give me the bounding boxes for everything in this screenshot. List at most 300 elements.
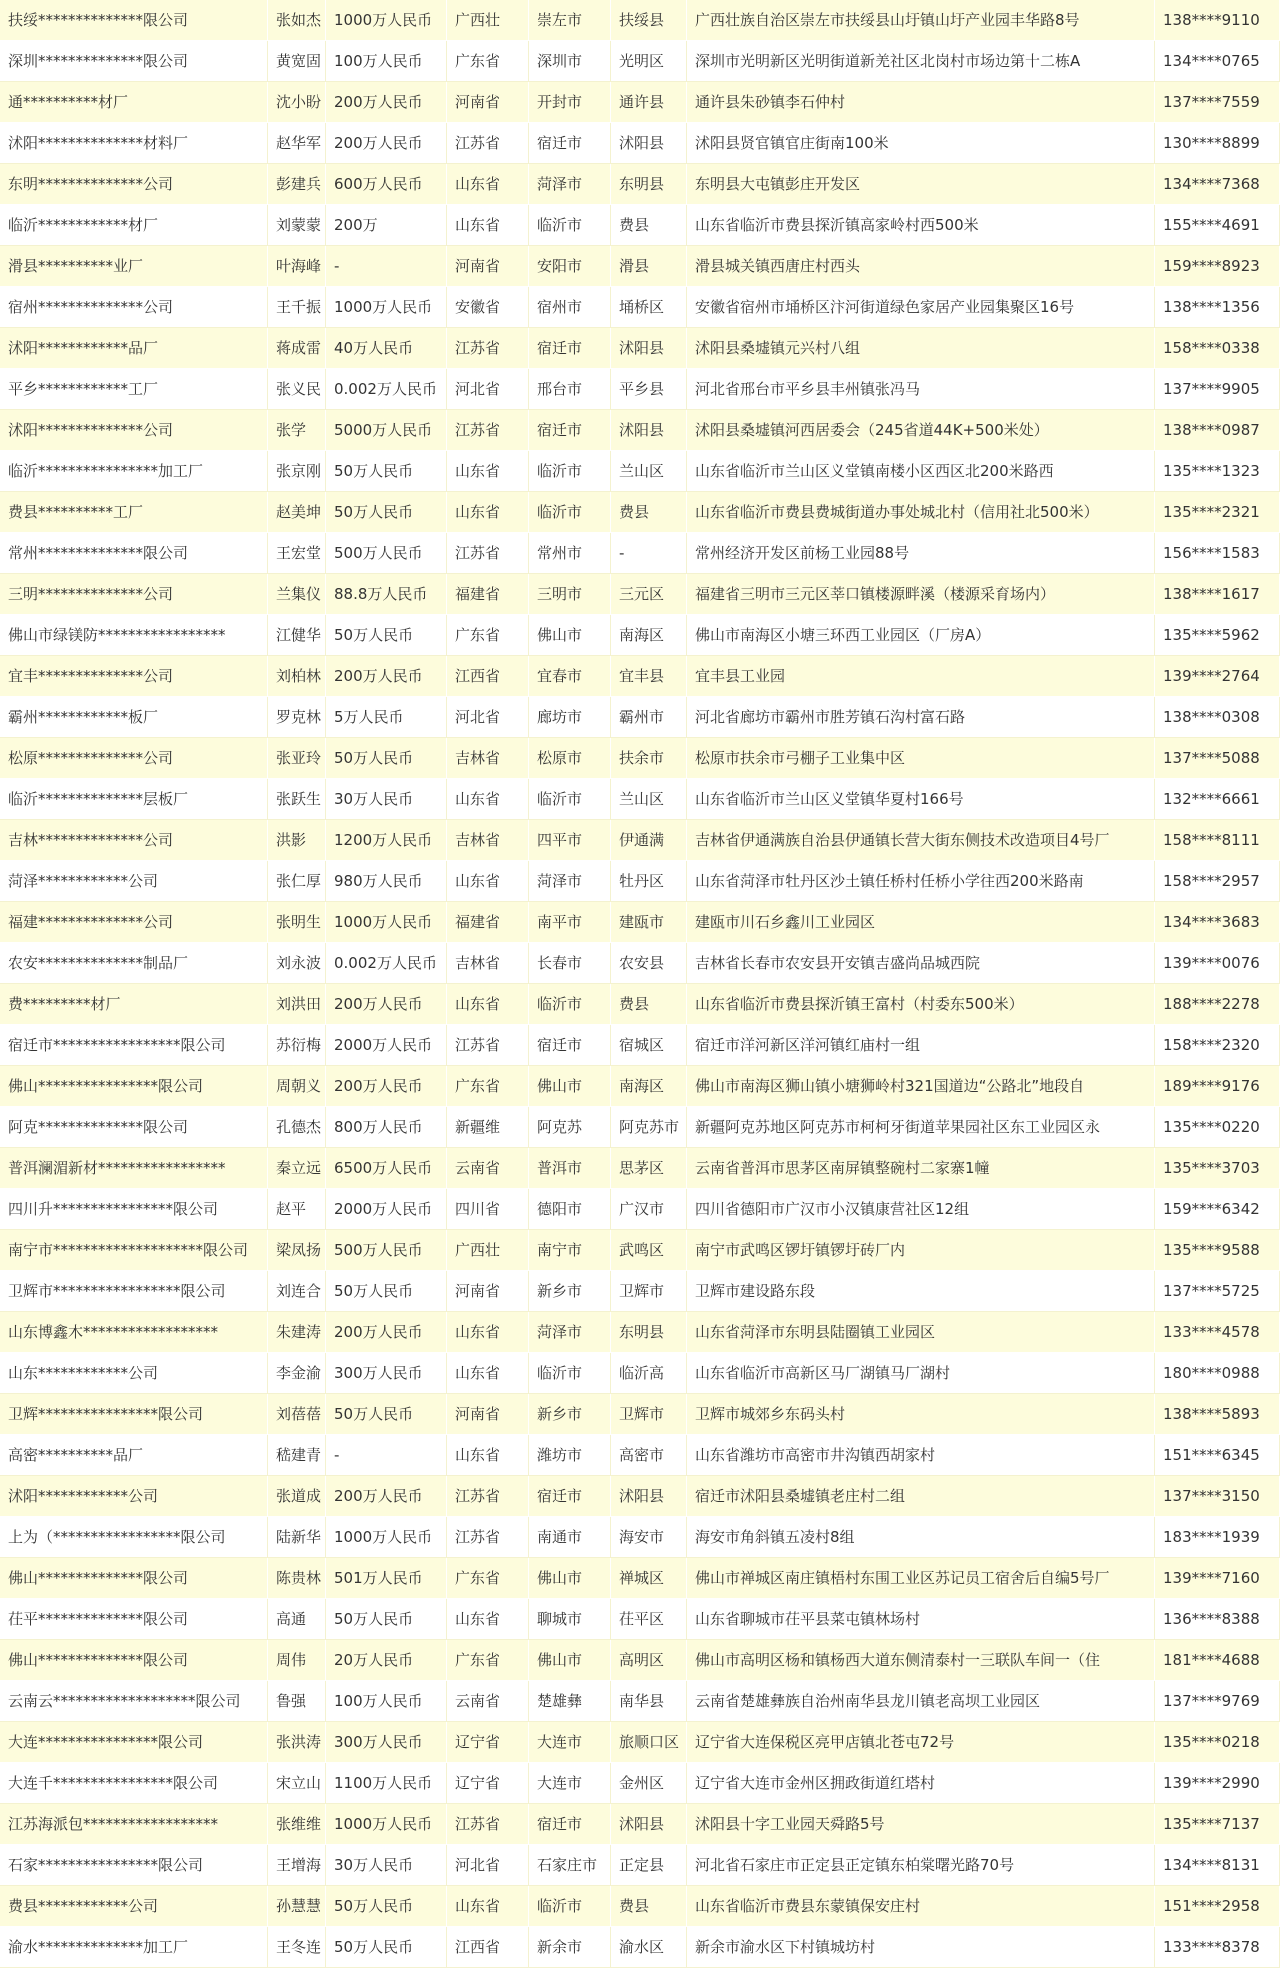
contact-name-cell: 赵平	[268, 1189, 326, 1230]
district-cell: 渝水区	[611, 1927, 687, 1968]
company-name-cell: 滑县**********业厂	[0, 246, 268, 287]
phone-cell: 133****8378	[1155, 1927, 1280, 1968]
contact-name-cell: 蒋成雷	[268, 328, 326, 369]
address-cell: 吉林省伊通满族自治县伊通镇长营大街东侧技术改造项目4号厂	[687, 820, 1155, 861]
table-row	[0, 1353, 1280, 1394]
address-cell: 宿迁市洋河新区洋河镇红庙村一组	[687, 1025, 1155, 1066]
company-name-cell: 南宁市********************限公司	[0, 1230, 268, 1271]
province-cell: 江苏省	[447, 1476, 529, 1517]
address-cell: 山东省临沂市兰山区义堂镇南楼小区西区北200米路西	[687, 451, 1155, 492]
contact-name-cell: 张维维	[268, 1804, 326, 1845]
address-cell: 云南省普洱市思茅区南屏镇整碗村二家寨1幢	[687, 1148, 1155, 1189]
district-cell: 沭阳县	[611, 1476, 687, 1517]
contact-name-cell: 赵美坤	[268, 492, 326, 533]
registered-capital-cell: 980万人民币	[326, 861, 447, 902]
table-row	[0, 615, 1280, 656]
phone-cell: 135****3703	[1155, 1148, 1280, 1189]
registered-capital-cell: 6500万人民币	[326, 1148, 447, 1189]
district-cell: 伊通满	[611, 820, 687, 861]
phone-cell: 135****9588	[1155, 1230, 1280, 1271]
city-cell: 大连市	[529, 1763, 611, 1804]
phone-cell: 156****1583	[1155, 533, 1280, 574]
contact-name-cell: 张如杰	[268, 0, 326, 41]
company-name-cell: 佛山****************限公司	[0, 1066, 268, 1107]
contact-name-cell: 周伟	[268, 1640, 326, 1681]
contact-name-cell: 张洪涛	[268, 1722, 326, 1763]
registered-capital-cell: 50万人民币	[326, 492, 447, 533]
address-cell: 通许县朱砂镇李石仲村	[687, 82, 1155, 123]
contact-name-cell: 周朝义	[268, 1066, 326, 1107]
province-cell: 江苏省	[447, 328, 529, 369]
address-cell: 吉林省长春市农安县开安镇吉盛尚品城西院	[687, 943, 1155, 984]
registered-capital-cell: 1000万人民币	[326, 1517, 447, 1558]
registered-capital-cell: 200万人民币	[326, 1312, 447, 1353]
contact-name-cell: 梁凤扬	[268, 1230, 326, 1271]
address-cell: 宿迁市沭阳县桑墟镇老庄村二组	[687, 1476, 1155, 1517]
table-row	[0, 1230, 1280, 1271]
company-name-cell: 临沂************材厂	[0, 205, 268, 246]
company-name-cell: 卫辉****************限公司	[0, 1394, 268, 1435]
contact-name-cell: 张京刚	[268, 451, 326, 492]
district-cell: 扶绥县	[611, 0, 687, 41]
phone-cell: 135****0218	[1155, 1722, 1280, 1763]
registered-capital-cell: 0.002万人民币	[326, 943, 447, 984]
contact-name-cell: 张亚玲	[268, 738, 326, 779]
table-row	[0, 1025, 1280, 1066]
company-name-cell: 常州**************限公司	[0, 533, 268, 574]
table-row	[0, 1476, 1280, 1517]
address-cell: 山东省临沂市兰山区义堂镇华夏村166号	[687, 779, 1155, 820]
table-row	[0, 164, 1280, 205]
table-row	[0, 1066, 1280, 1107]
registered-capital-cell: 200万人民币	[326, 656, 447, 697]
registered-capital-cell: 200万人民币	[326, 1476, 447, 1517]
registered-capital-cell: 50万人民币	[326, 1271, 447, 1312]
registered-capital-cell: 1000万人民币	[326, 1804, 447, 1845]
city-cell: 阿克苏	[529, 1107, 611, 1148]
district-cell: 南海区	[611, 1066, 687, 1107]
province-cell: 福建省	[447, 574, 529, 615]
city-cell: 临沂市	[529, 1353, 611, 1394]
province-cell: 广西壮	[447, 0, 529, 41]
company-name-cell: 扶绥**************限公司	[0, 0, 268, 41]
address-cell: 广西壮族自治区崇左市扶绥县山圩镇山圩产业园丰华路8号	[687, 0, 1155, 41]
district-cell: 茌平区	[611, 1599, 687, 1640]
table-row	[0, 1640, 1280, 1681]
phone-cell: 136****8388	[1155, 1599, 1280, 1640]
district-cell: 沭阳县	[611, 123, 687, 164]
registered-capital-cell: -	[326, 246, 447, 287]
district-cell: 沭阳县	[611, 328, 687, 369]
district-cell: 卫辉市	[611, 1394, 687, 1435]
district-cell: 南华县	[611, 1681, 687, 1722]
address-cell: 河北省廊坊市霸州市胜芳镇石沟村富石路	[687, 697, 1155, 738]
province-cell: 广东省	[447, 1640, 529, 1681]
table-row	[0, 656, 1280, 697]
company-name-cell: 云南云*******************限公司	[0, 1681, 268, 1722]
district-cell: -	[611, 533, 687, 574]
contact-name-cell: 苏衍梅	[268, 1025, 326, 1066]
table-row	[0, 1394, 1280, 1435]
address-cell: 山东省临沂市费县东蒙镇保安庄村	[687, 1886, 1155, 1927]
province-cell: 吉林省	[447, 943, 529, 984]
district-cell: 正定县	[611, 1845, 687, 1886]
phone-cell: 138****9110	[1155, 0, 1280, 41]
phone-cell: 132****6661	[1155, 779, 1280, 820]
table-row	[0, 861, 1280, 902]
phone-cell: 135****2321	[1155, 492, 1280, 533]
registered-capital-cell: 500万人民币	[326, 1230, 447, 1271]
city-cell: 新乡市	[529, 1394, 611, 1435]
contact-name-cell: 张学	[268, 410, 326, 451]
district-cell: 广汉市	[611, 1189, 687, 1230]
province-cell: 江苏省	[447, 1804, 529, 1845]
contact-name-cell: 张跃生	[268, 779, 326, 820]
district-cell: 思茅区	[611, 1148, 687, 1189]
contact-name-cell: 罗克林	[268, 697, 326, 738]
city-cell: 佛山市	[529, 615, 611, 656]
district-cell: 扶余市	[611, 738, 687, 779]
province-cell: 新疆维	[447, 1107, 529, 1148]
contact-name-cell: 刘洪田	[268, 984, 326, 1025]
address-cell: 南宁市武鸣区锣圩镇锣圩砖厂内	[687, 1230, 1155, 1271]
province-cell: 山东省	[447, 1886, 529, 1927]
province-cell: 山东省	[447, 205, 529, 246]
phone-cell: 135****1323	[1155, 451, 1280, 492]
province-cell: 河南省	[447, 246, 529, 287]
address-cell: 山东省菏泽市牡丹区沙土镇任桥村任桥小学往西200米路南	[687, 861, 1155, 902]
company-name-cell: 佛山**************限公司	[0, 1558, 268, 1599]
company-name-cell: 费*********材厂	[0, 984, 268, 1025]
district-cell: 平乡县	[611, 369, 687, 410]
province-cell: 广东省	[447, 41, 529, 82]
registered-capital-cell: 2000万人民币	[326, 1025, 447, 1066]
table-row	[0, 779, 1280, 820]
phone-cell: 137****7559	[1155, 82, 1280, 123]
registered-capital-cell: 40万人民币	[326, 328, 447, 369]
registered-capital-cell: 88.8万人民币	[326, 574, 447, 615]
district-cell: 海安市	[611, 1517, 687, 1558]
company-name-cell: 临沂****************加工厂	[0, 451, 268, 492]
table-row	[0, 123, 1280, 164]
city-cell: 菏泽市	[529, 861, 611, 902]
table-row	[0, 410, 1280, 451]
contact-name-cell: 沈小盼	[268, 82, 326, 123]
company-name-cell: 大连****************限公司	[0, 1722, 268, 1763]
contact-name-cell: 刘连合	[268, 1271, 326, 1312]
company-name-cell: 普洱澜湄新材*****************	[0, 1148, 268, 1189]
province-cell: 广东省	[447, 1558, 529, 1599]
contact-name-cell: 叶海峰	[268, 246, 326, 287]
company-name-cell: 渝水**************加工厂	[0, 1927, 268, 1968]
city-cell: 常州市	[529, 533, 611, 574]
city-cell: 宿迁市	[529, 123, 611, 164]
province-cell: 江苏省	[447, 1517, 529, 1558]
company-name-cell: 高密**********品厂	[0, 1435, 268, 1476]
contact-name-cell: 孙慧慧	[268, 1886, 326, 1927]
company-name-cell: 松原**************公司	[0, 738, 268, 779]
table-row	[0, 451, 1280, 492]
company-name-cell: 山东博鑫木******************	[0, 1312, 268, 1353]
contact-name-cell: 江健华	[268, 615, 326, 656]
registered-capital-cell: 5万人民币	[326, 697, 447, 738]
province-cell: 山东省	[447, 1353, 529, 1394]
province-cell: 河南省	[447, 1271, 529, 1312]
company-name-cell: 深圳**************限公司	[0, 41, 268, 82]
district-cell: 霸州市	[611, 697, 687, 738]
company-name-cell: 茌平**************限公司	[0, 1599, 268, 1640]
table-row	[0, 574, 1280, 615]
city-cell: 南平市	[529, 902, 611, 943]
phone-cell: 134****0765	[1155, 41, 1280, 82]
registered-capital-cell: 500万人民币	[326, 533, 447, 574]
company-name-cell: 临沂**************层板厂	[0, 779, 268, 820]
address-cell: 新余市渝水区下村镇城坊村	[687, 1927, 1155, 1968]
address-cell: 山东省聊城市茌平县菜屯镇林场村	[687, 1599, 1155, 1640]
city-cell: 新乡市	[529, 1271, 611, 1312]
registered-capital-cell: 200万人民币	[326, 1066, 447, 1107]
registered-capital-cell: 1000万人民币	[326, 0, 447, 41]
city-cell: 佛山市	[529, 1558, 611, 1599]
province-cell: 河北省	[447, 369, 529, 410]
company-name-cell: 四川升****************限公司	[0, 1189, 268, 1230]
registered-capital-cell: 300万人民币	[326, 1353, 447, 1394]
city-cell: 宿迁市	[529, 410, 611, 451]
company-name-cell: 菏泽************公司	[0, 861, 268, 902]
contact-name-cell: 彭建兵	[268, 164, 326, 205]
contact-name-cell: 张明生	[268, 902, 326, 943]
phone-cell: 135****5962	[1155, 615, 1280, 656]
city-cell: 长春市	[529, 943, 611, 984]
registered-capital-cell: 2000万人民币	[326, 1189, 447, 1230]
registered-capital-cell: 30万人民币	[326, 1845, 447, 1886]
district-cell: 武鸣区	[611, 1230, 687, 1271]
registered-capital-cell: 0.002万人民币	[326, 369, 447, 410]
province-cell: 云南省	[447, 1681, 529, 1722]
phone-cell: 181****4688	[1155, 1640, 1280, 1681]
city-cell: 宜春市	[529, 656, 611, 697]
address-cell: 佛山市禅城区南庄镇梧村东围工业区苏记员工宿舍后自编5号厂	[687, 1558, 1155, 1599]
address-cell: 佛山市南海区狮山镇小塘狮岭村321国道边“公路北”地段自	[687, 1066, 1155, 1107]
province-cell: 河南省	[447, 1394, 529, 1435]
contact-name-cell: 陈贵林	[268, 1558, 326, 1599]
city-cell: 南通市	[529, 1517, 611, 1558]
contact-name-cell: 刘蒙蒙	[268, 205, 326, 246]
district-cell: 费县	[611, 1886, 687, 1927]
registered-capital-cell: 600万人民币	[326, 164, 447, 205]
district-cell: 宿城区	[611, 1025, 687, 1066]
table-row	[0, 984, 1280, 1025]
district-cell: 费县	[611, 984, 687, 1025]
phone-cell: 137****9769	[1155, 1681, 1280, 1722]
phone-cell: 138****0308	[1155, 697, 1280, 738]
city-cell: 开封市	[529, 82, 611, 123]
address-cell: 松原市扶余市弓棚子工业集中区	[687, 738, 1155, 779]
city-cell: 菏泽市	[529, 1312, 611, 1353]
district-cell: 宜丰县	[611, 656, 687, 697]
province-cell: 山东省	[447, 984, 529, 1025]
company-name-cell: 农安**************制品厂	[0, 943, 268, 984]
table-row	[0, 697, 1280, 738]
registered-capital-cell: 5000万人民币	[326, 410, 447, 451]
phone-cell: 134****7368	[1155, 164, 1280, 205]
table-row	[0, 287, 1280, 328]
district-cell: 东明县	[611, 164, 687, 205]
table-row	[0, 492, 1280, 533]
contact-name-cell: 陆新华	[268, 1517, 326, 1558]
city-cell: 临沂市	[529, 492, 611, 533]
contact-name-cell: 嵇建青	[268, 1435, 326, 1476]
phone-cell: 139****2990	[1155, 1763, 1280, 1804]
registered-capital-cell: -	[326, 1435, 447, 1476]
company-name-cell: 宿州**************公司	[0, 287, 268, 328]
city-cell: 楚雄彝	[529, 1681, 611, 1722]
address-cell: 山东省临沂市高新区马厂湖镇马厂湖村	[687, 1353, 1155, 1394]
table-row	[0, 1271, 1280, 1312]
district-cell: 阿克苏市	[611, 1107, 687, 1148]
contact-name-cell: 刘蓓蓓	[268, 1394, 326, 1435]
company-name-cell: 佛山**************限公司	[0, 1640, 268, 1681]
contact-name-cell: 刘永波	[268, 943, 326, 984]
province-cell: 山东省	[447, 861, 529, 902]
province-cell: 辽宁省	[447, 1763, 529, 1804]
registered-capital-cell: 300万人民币	[326, 1722, 447, 1763]
district-cell: 禅城区	[611, 1558, 687, 1599]
phone-cell: 139****0076	[1155, 943, 1280, 984]
city-cell: 邢台市	[529, 369, 611, 410]
district-cell: 沭阳县	[611, 410, 687, 451]
contact-name-cell: 鲁强	[268, 1681, 326, 1722]
contact-name-cell: 朱建涛	[268, 1312, 326, 1353]
city-cell: 宿迁市	[529, 1804, 611, 1845]
phone-cell: 151****6345	[1155, 1435, 1280, 1476]
contact-name-cell: 孔德杰	[268, 1107, 326, 1148]
contact-name-cell: 兰集仪	[268, 574, 326, 615]
address-cell: 安徽省宿州市埇桥区汴河街道绿色家居产业园集聚区16号	[687, 287, 1155, 328]
province-cell: 河南省	[447, 82, 529, 123]
registered-capital-cell: 1100万人民币	[326, 1763, 447, 1804]
city-cell: 临沂市	[529, 1886, 611, 1927]
contact-name-cell: 赵华军	[268, 123, 326, 164]
phone-cell: 158****0338	[1155, 328, 1280, 369]
contact-name-cell: 秦立远	[268, 1148, 326, 1189]
phone-cell: 133****4578	[1155, 1312, 1280, 1353]
company-name-cell: 沭阳**************公司	[0, 410, 268, 451]
city-cell: 石家庄市	[529, 1845, 611, 1886]
district-cell: 金州区	[611, 1763, 687, 1804]
address-cell: 卫辉市城郊乡东码头村	[687, 1394, 1155, 1435]
phone-cell: 139****2764	[1155, 656, 1280, 697]
contact-name-cell: 高通	[268, 1599, 326, 1640]
table-row	[0, 1722, 1280, 1763]
company-name-cell: 沭阳**************材料厂	[0, 123, 268, 164]
phone-cell: 180****0988	[1155, 1353, 1280, 1394]
district-cell: 通许县	[611, 82, 687, 123]
city-cell: 宿迁市	[529, 328, 611, 369]
registered-capital-cell: 800万人民币	[326, 1107, 447, 1148]
phone-cell: 138****1356	[1155, 287, 1280, 328]
table-row	[0, 1148, 1280, 1189]
table-row	[0, 1558, 1280, 1599]
registered-capital-cell: 200万人民币	[326, 984, 447, 1025]
table-row	[0, 369, 1280, 410]
address-cell: 云南省楚雄彝族自治州南华县龙川镇老高坝工业园区	[687, 1681, 1155, 1722]
address-cell: 四川省德阳市广汉市小汉镇康营社区12组	[687, 1189, 1155, 1230]
table-row	[0, 328, 1280, 369]
address-cell: 沭阳县桑墟镇元兴村八组	[687, 328, 1155, 369]
company-name-cell: 三明**************公司	[0, 574, 268, 615]
contact-name-cell: 王宏堂	[268, 533, 326, 574]
table-row	[0, 943, 1280, 984]
province-cell: 江西省	[447, 656, 529, 697]
province-cell: 云南省	[447, 1148, 529, 1189]
table-row	[0, 1312, 1280, 1353]
address-cell: 海安市角斜镇五凌村8组	[687, 1517, 1155, 1558]
district-cell: 高密市	[611, 1435, 687, 1476]
address-cell: 深圳市光明新区光明街道新羌社区北岗村市场边第十二栋A	[687, 41, 1155, 82]
phone-cell: 138****1617	[1155, 574, 1280, 615]
registered-capital-cell: 50万人民币	[326, 1886, 447, 1927]
province-cell: 山东省	[447, 779, 529, 820]
company-name-cell: 费县************公司	[0, 1886, 268, 1927]
city-cell: 南宁市	[529, 1230, 611, 1271]
contact-name-cell: 张义民	[268, 369, 326, 410]
province-cell: 辽宁省	[447, 1722, 529, 1763]
address-cell: 滑县城关镇西唐庄村西头	[687, 246, 1155, 287]
district-cell: 建瓯市	[611, 902, 687, 943]
contact-name-cell: 洪影	[268, 820, 326, 861]
address-cell: 东明县大屯镇彭庄开发区	[687, 164, 1155, 205]
table-row	[0, 1845, 1280, 1886]
registered-capital-cell: 1000万人民币	[326, 287, 447, 328]
address-cell: 宜丰县工业园	[687, 656, 1155, 697]
address-cell: 河北省石家庄市正定县正定镇东柏棠曙光路70号	[687, 1845, 1155, 1886]
table-row	[0, 1886, 1280, 1927]
district-cell: 卫辉市	[611, 1271, 687, 1312]
address-cell: 山东省临沂市费县探沂镇王富村（村委东500米）	[687, 984, 1155, 1025]
registered-capital-cell: 50万人民币	[326, 1927, 447, 1968]
address-cell: 福建省三明市三元区莘口镇楼源畔溪（楼源采育场内）	[687, 574, 1155, 615]
phone-cell: 158****8111	[1155, 820, 1280, 861]
address-cell: 山东省潍坊市高密市井沟镇西胡家村	[687, 1435, 1155, 1476]
district-cell: 三元区	[611, 574, 687, 615]
province-cell: 吉林省	[447, 820, 529, 861]
province-cell: 山东省	[447, 1435, 529, 1476]
phone-cell: 158****2957	[1155, 861, 1280, 902]
address-cell: 河北省邢台市平乡县丰州镇张冯马	[687, 369, 1155, 410]
district-cell: 兰山区	[611, 451, 687, 492]
registered-capital-cell: 30万人民币	[326, 779, 447, 820]
table-row	[0, 0, 1280, 41]
registered-capital-cell: 50万人民币	[326, 1394, 447, 1435]
phone-cell: 183****1939	[1155, 1517, 1280, 1558]
registered-capital-cell: 50万人民币	[326, 1599, 447, 1640]
address-cell: 佛山市高明区杨和镇杨西大道东侧清泰村一三联队车间一（住	[687, 1640, 1155, 1681]
company-name-cell: 山东************公司	[0, 1353, 268, 1394]
company-name-cell: 平乡************工厂	[0, 369, 268, 410]
phone-cell: 135****7137	[1155, 1804, 1280, 1845]
province-cell: 山东省	[447, 492, 529, 533]
district-cell: 临沂高	[611, 1353, 687, 1394]
province-cell: 福建省	[447, 902, 529, 943]
city-cell: 潍坊市	[529, 1435, 611, 1476]
province-cell: 广东省	[447, 1066, 529, 1107]
table-row	[0, 1927, 1280, 1968]
city-cell: 崇左市	[529, 0, 611, 41]
registered-capital-cell: 20万人民币	[326, 1640, 447, 1681]
address-cell: 辽宁省大连市金州区拥政街道红塔村	[687, 1763, 1155, 1804]
city-cell: 临沂市	[529, 451, 611, 492]
